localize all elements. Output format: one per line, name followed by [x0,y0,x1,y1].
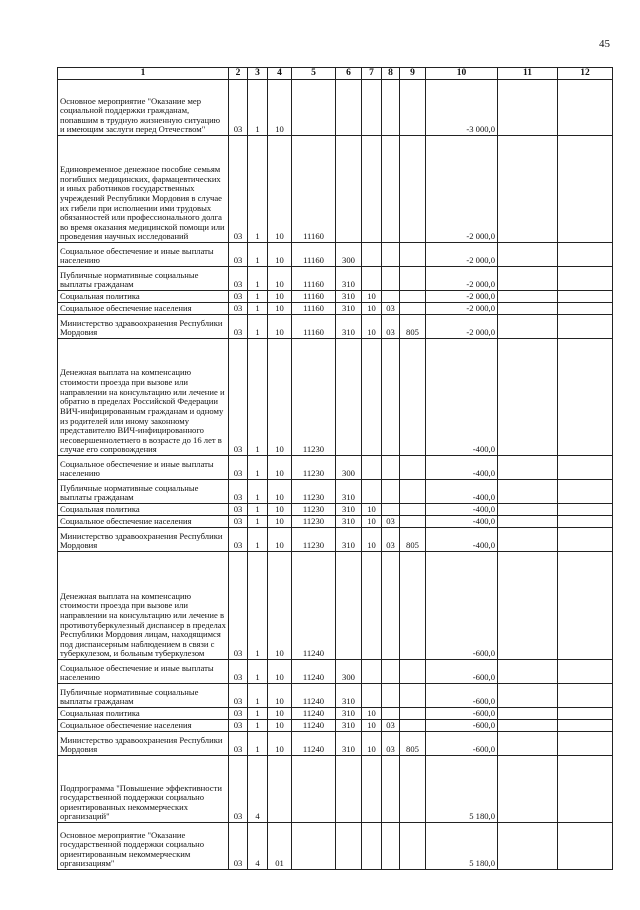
cell-amount: -2 000,0 [426,315,498,339]
cell-col8 [382,552,400,660]
cell-col7 [362,136,382,243]
cell-col5 [292,756,336,823]
column-header: 5 [292,68,336,80]
table-row [58,315,613,339]
cell-col8: 03 [382,516,400,528]
cell-col11 [498,267,558,291]
column-header: 9 [400,68,426,80]
cell-col8: 03 [382,303,400,315]
cell-col5: 11160 [292,315,336,339]
cell-col6: 310 [336,291,362,303]
cell-col2: 03 [229,823,248,870]
cell-col5: 11230 [292,480,336,504]
cell-col2: 03 [229,243,248,267]
cell-col6: 310 [336,267,362,291]
cell-col6: 310 [336,504,362,516]
cell-col2: 03 [229,456,248,480]
cell-col6 [336,552,362,660]
cell-col2: 03 [229,504,248,516]
cell-col11 [498,291,558,303]
cell-col2: 03 [229,708,248,720]
cell-col3: 1 [248,552,268,660]
cell-col2: 03 [229,315,248,339]
cell-col4: 10 [268,720,292,732]
row-description: Публичные нормативные социальные выплаты гражданам [58,684,229,708]
cell-amount: -600,0 [426,660,498,684]
cell-amount: -600,0 [426,684,498,708]
cell-col8: 03 [382,315,400,339]
cell-col8 [382,339,400,456]
cell-col4: 10 [268,708,292,720]
cell-col6: 300 [336,456,362,480]
cell-col9 [400,552,426,660]
cell-col5: 11230 [292,339,336,456]
cell-col8 [382,456,400,480]
cell-amount: -2 000,0 [426,303,498,315]
cell-col5: 11160 [292,291,336,303]
cell-col7 [362,756,382,823]
cell-col7 [362,339,382,456]
cell-col12 [558,303,613,315]
cell-col6: 310 [336,720,362,732]
cell-amount: -3 000,0 [426,80,498,136]
cell-col9 [400,136,426,243]
cell-col9 [400,456,426,480]
table-row [58,339,613,456]
cell-amount: -600,0 [426,552,498,660]
cell-col4: 10 [268,315,292,339]
row-description: Основное мероприятие "Оказание мер социальной поддержки гражданам, попавшим в трудную жизненную ситуацию и имеющим заслуги перед Отечеством" [58,80,229,136]
cell-col2: 03 [229,732,248,756]
cell-amount: -2 000,0 [426,136,498,243]
cell-col3: 1 [248,504,268,516]
cell-col8 [382,660,400,684]
cell-col5: 11230 [292,504,336,516]
cell-col8 [382,243,400,267]
cell-col3: 1 [248,243,268,267]
cell-col11 [498,823,558,870]
cell-amount: 5 180,0 [426,823,498,870]
cell-col6 [336,756,362,823]
row-description: Социальное обеспечение и иные выплаты населению [58,660,229,684]
cell-amount: -600,0 [426,720,498,732]
cell-col9 [400,80,426,136]
cell-col2: 03 [229,552,248,660]
cell-col6: 310 [336,303,362,315]
table-row [58,267,613,291]
cell-amount: -400,0 [426,339,498,456]
column-header: 2 [229,68,248,80]
table-row [58,303,613,315]
cell-col4: 10 [268,339,292,456]
cell-col12 [558,136,613,243]
table-row [58,552,613,660]
cell-col12 [558,480,613,504]
column-header: 11 [498,68,558,80]
cell-col9 [400,516,426,528]
cell-col11 [498,243,558,267]
header-row [58,68,613,80]
table-row [58,528,613,552]
cell-col7 [362,243,382,267]
cell-col9: 805 [400,732,426,756]
cell-col9 [400,339,426,456]
cell-col7 [362,552,382,660]
cell-col7 [362,823,382,870]
cell-col8 [382,480,400,504]
cell-col12 [558,823,613,870]
cell-col11 [498,480,558,504]
cell-col5: 11160 [292,267,336,291]
row-description: Денежная выплата на компенсацию стоимости проезда при вызове или направлении на консультацию или лечение в противотуберкулезный диспансер в пределах Республики Мордовия лицам, находящимся под диспансерным наблюдением в связи с туберкулезом, и больным туберкулезом [58,552,229,660]
cell-col12 [558,732,613,756]
table-row [58,480,613,504]
cell-amount: -600,0 [426,708,498,720]
cell-col3: 1 [248,456,268,480]
cell-col3: 1 [248,80,268,136]
row-description: Подпрограмма "Повышение эффективности государственной поддержки социально ориентированных некоммерческих организаций" [58,756,229,823]
cell-col4: 10 [268,291,292,303]
cell-col4: 10 [268,660,292,684]
cell-col11 [498,136,558,243]
cell-col8 [382,823,400,870]
cell-col2: 03 [229,684,248,708]
cell-col12 [558,291,613,303]
cell-col4: 10 [268,552,292,660]
cell-amount: -400,0 [426,504,498,516]
cell-col3: 1 [248,660,268,684]
cell-col9 [400,480,426,504]
cell-col3: 1 [248,708,268,720]
column-header: 8 [382,68,400,80]
cell-col11 [498,756,558,823]
cell-col2: 03 [229,136,248,243]
row-description: Публичные нормативные социальные выплаты гражданам [58,267,229,291]
cell-col12 [558,708,613,720]
cell-col9 [400,684,426,708]
cell-col9 [400,720,426,732]
cell-col8: 03 [382,732,400,756]
column-header: 12 [558,68,613,80]
cell-col6: 310 [336,516,362,528]
cell-col7: 10 [362,315,382,339]
cell-col7: 10 [362,732,382,756]
row-description: Министерство здравоохранения Республики Мордовия [58,315,229,339]
cell-col6: 310 [336,315,362,339]
column-header: 1 [58,68,229,80]
cell-col5: 11230 [292,456,336,480]
table-row [58,456,613,480]
table-row [58,516,613,528]
cell-col11 [498,80,558,136]
cell-col8 [382,136,400,243]
cell-col9 [400,243,426,267]
cell-col4: 10 [268,480,292,504]
row-description: Публичные нормативные социальные выплаты гражданам [58,480,229,504]
table-row [58,708,613,720]
row-description: Социальное обеспечение и иные выплаты населению [58,456,229,480]
cell-col5: 11240 [292,660,336,684]
cell-col4: 10 [268,243,292,267]
cell-col9 [400,303,426,315]
cell-col8 [382,291,400,303]
cell-amount: -600,0 [426,732,498,756]
cell-col11 [498,708,558,720]
cell-col7: 10 [362,708,382,720]
row-description: Социальное обеспечение населения [58,516,229,528]
cell-col5: 11160 [292,243,336,267]
cell-col12 [558,684,613,708]
cell-col8 [382,80,400,136]
cell-col9 [400,823,426,870]
cell-col6 [336,339,362,456]
cell-col9 [400,267,426,291]
cell-amount: -400,0 [426,528,498,552]
cell-col5: 11230 [292,516,336,528]
cell-col9 [400,660,426,684]
cell-col4: 10 [268,303,292,315]
cell-col3: 1 [248,291,268,303]
table-row [58,660,613,684]
cell-col5 [292,80,336,136]
cell-col4: 10 [268,504,292,516]
cell-col5: 11240 [292,684,336,708]
row-description: Министерство здравоохранения Республики Мордовия [58,732,229,756]
cell-col8 [382,708,400,720]
cell-col7: 10 [362,291,382,303]
cell-col9 [400,291,426,303]
cell-col4: 10 [268,516,292,528]
cell-col12 [558,315,613,339]
table-row [58,504,613,516]
cell-col11 [498,339,558,456]
cell-col4: 01 [268,823,292,870]
cell-col7 [362,684,382,708]
cell-col3: 1 [248,684,268,708]
cell-col11 [498,528,558,552]
cell-col4: 10 [268,456,292,480]
cell-col8 [382,504,400,516]
cell-col12 [558,756,613,823]
cell-col12 [558,243,613,267]
cell-col5: 11160 [292,136,336,243]
cell-col3: 1 [248,732,268,756]
cell-col6: 310 [336,684,362,708]
cell-col2: 03 [229,660,248,684]
cell-col5 [292,823,336,870]
cell-col4: 10 [268,267,292,291]
row-description: Министерство здравоохранения Республики Мордовия [58,528,229,552]
row-description: Социальная политика [58,708,229,720]
cell-col8 [382,756,400,823]
table-row [58,243,613,267]
cell-col6: 300 [336,243,362,267]
cell-col12 [558,504,613,516]
cell-col8 [382,684,400,708]
cell-col6: 310 [336,708,362,720]
cell-col2: 03 [229,756,248,823]
cell-col7 [362,80,382,136]
cell-col9 [400,708,426,720]
cell-col7 [362,480,382,504]
cell-amount: -2 000,0 [426,291,498,303]
cell-col2: 03 [229,267,248,291]
table-row [58,684,613,708]
cell-amount: -2 000,0 [426,243,498,267]
cell-col12 [558,552,613,660]
cell-col12 [558,528,613,552]
cell-col6: 300 [336,660,362,684]
page-number: 45 [599,38,610,50]
cell-col12 [558,516,613,528]
cell-col3: 1 [248,528,268,552]
cell-col2: 03 [229,303,248,315]
cell-col7: 10 [362,516,382,528]
cell-col6 [336,80,362,136]
cell-col2: 03 [229,516,248,528]
column-header: 7 [362,68,382,80]
cell-col3: 1 [248,267,268,291]
row-description: Социальная политика [58,291,229,303]
cell-col11 [498,315,558,339]
cell-col2: 03 [229,528,248,552]
column-header: 10 [426,68,498,80]
cell-col7 [362,456,382,480]
cell-col5: 11240 [292,708,336,720]
cell-col3: 1 [248,480,268,504]
cell-amount: -400,0 [426,516,498,528]
cell-col3: 1 [248,720,268,732]
cell-col11 [498,303,558,315]
cell-col6 [336,136,362,243]
cell-col7 [362,660,382,684]
cell-col7 [362,267,382,291]
cell-col5: 11240 [292,732,336,756]
cell-col7: 10 [362,528,382,552]
cell-col7: 10 [362,504,382,516]
cell-col7: 10 [362,720,382,732]
cell-col9 [400,504,426,516]
cell-col3: 4 [248,756,268,823]
cell-col2: 03 [229,480,248,504]
column-header: 4 [268,68,292,80]
table-row [58,136,613,243]
cell-col3: 1 [248,136,268,243]
cell-col9 [400,756,426,823]
cell-col12 [558,339,613,456]
cell-col9: 805 [400,528,426,552]
cell-amount: -400,0 [426,480,498,504]
cell-col3: 1 [248,516,268,528]
cell-col4: 10 [268,80,292,136]
cell-col5: 11230 [292,528,336,552]
table-row [58,80,613,136]
table-row [58,756,613,823]
cell-col8: 03 [382,528,400,552]
cell-col11 [498,660,558,684]
cell-col12 [558,660,613,684]
budget-table [57,67,613,870]
cell-col6: 310 [336,732,362,756]
cell-col6: 310 [336,528,362,552]
cell-col4: 10 [268,732,292,756]
cell-col5: 11160 [292,303,336,315]
row-description: Социальное обеспечение и иные выплаты населению [58,243,229,267]
row-description: Социальная политика [58,504,229,516]
cell-col4: 10 [268,684,292,708]
cell-col4 [268,756,292,823]
cell-col7: 10 [362,303,382,315]
cell-col11 [498,552,558,660]
cell-col3: 4 [248,823,268,870]
cell-col6: 310 [336,480,362,504]
cell-col3: 1 [248,315,268,339]
cell-col12 [558,80,613,136]
cell-col6 [336,823,362,870]
row-description: Денежная выплата на компенсацию стоимости проезда при вызове или направлении на консультацию или лечение и обратно в пределах Российской Федерации ВИЧ-инфицированным гражданам и одному из родителей или иному законному представителю ВИЧ-инфицированного несовершеннолетнего в возрасте до 16 лет в случае его сопровождения [58,339,229,456]
cell-col8 [382,267,400,291]
cell-col11 [498,684,558,708]
cell-amount: -2 000,0 [426,267,498,291]
table-row [58,732,613,756]
column-header: 6 [336,68,362,80]
cell-col11 [498,732,558,756]
row-description: Единовременное денежное пособие семьям погибших медицинских, фармацевтических и иных работников государственных учреждений Республики Мордовия в случае их гибели при исполнении ими трудовых обязанностей или профессионального долга во время оказания медицинской помощи или проведения научных исследований [58,136,229,243]
column-header: 3 [248,68,268,80]
cell-col4: 10 [268,528,292,552]
cell-col12 [558,720,613,732]
cell-amount: -400,0 [426,456,498,480]
cell-col3: 1 [248,339,268,456]
table-row [58,720,613,732]
cell-col2: 03 [229,291,248,303]
cell-col12 [558,456,613,480]
cell-col9: 805 [400,315,426,339]
cell-col2: 03 [229,80,248,136]
cell-col4: 10 [268,136,292,243]
row-description: Социальное обеспечение населения [58,720,229,732]
cell-amount: 5 180,0 [426,756,498,823]
row-description: Социальное обеспечение населения [58,303,229,315]
cell-col11 [498,516,558,528]
cell-col2: 03 [229,720,248,732]
cell-col12 [558,267,613,291]
table-row [58,823,613,870]
cell-col5: 11240 [292,720,336,732]
table-row [58,291,613,303]
cell-col5: 11240 [292,552,336,660]
cell-col11 [498,720,558,732]
row-description: Основное мероприятие "Оказание государственной поддержки социально ориентированным некоммерческим организациям" [58,823,229,870]
cell-col11 [498,504,558,516]
cell-col3: 1 [248,303,268,315]
cell-col2: 03 [229,339,248,456]
cell-col8: 03 [382,720,400,732]
cell-col11 [498,456,558,480]
